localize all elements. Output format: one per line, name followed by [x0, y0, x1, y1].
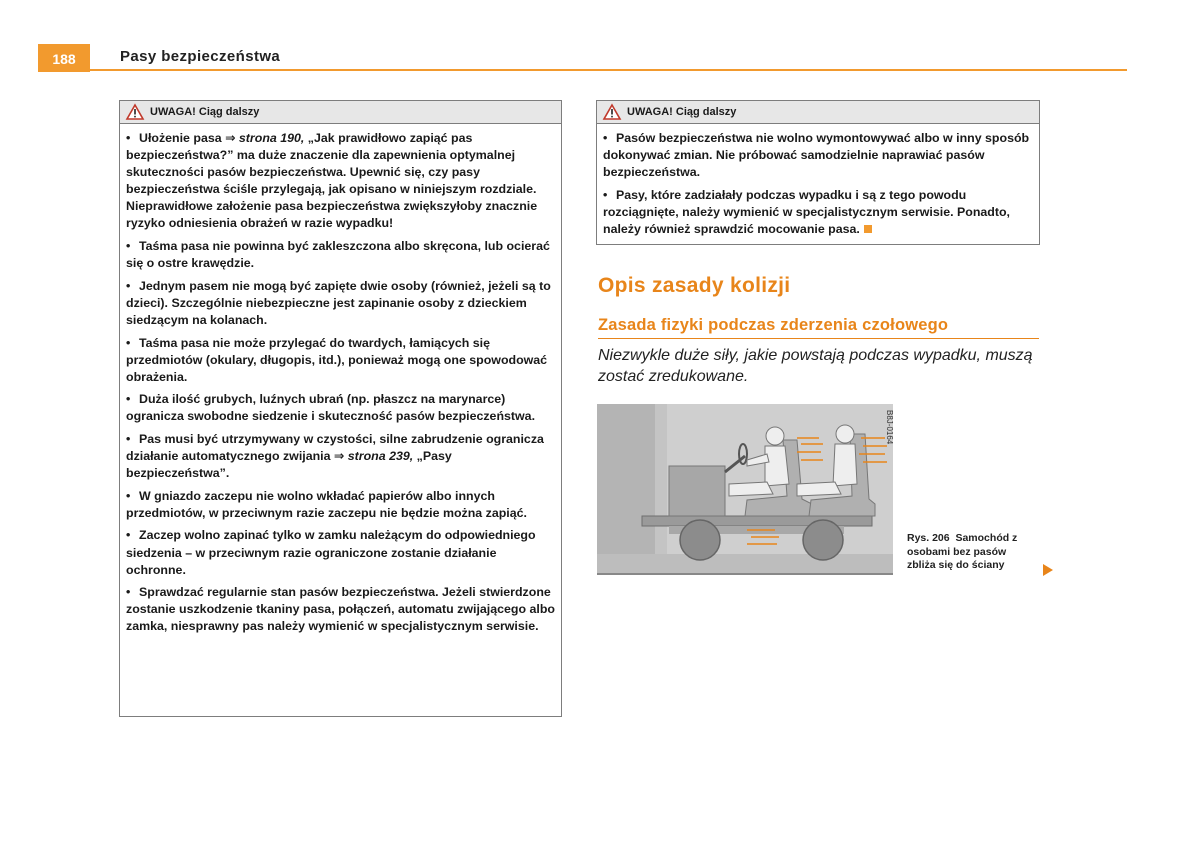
- end-of-section-mark: [864, 225, 872, 233]
- subsection-rule: [598, 338, 1039, 339]
- vehicle-platform: [642, 516, 872, 526]
- section-title: Opis zasady kolizji: [598, 274, 791, 297]
- warning-triangle-icon: [126, 104, 144, 120]
- front-wheel: [680, 520, 720, 560]
- caption-text: Samochód z osobami bez pasów zbliża się do ściany: [907, 532, 1018, 571]
- header-rule: [90, 69, 1127, 71]
- warning-title: UWAGA! Ciąg dalszy: [150, 106, 260, 118]
- wall: [597, 404, 655, 574]
- warning-item: • Pasów bezpieczeństwa nie wolno wymontowywać albo w inny sposób dokonywać zmian. Nie próbować samodzielnie naprawiać pasów bezpieczeństwa.: [603, 131, 1030, 180]
- subsection-title: Zasada fizyki podczas zderzenia czołowego: [598, 316, 949, 334]
- warning-item: • Sprawdzać regularnie stan pasów bezpieczeństwa. Jeżeli stwierdzone zostanie uszkodzenie tkaniny pasa, połączeń, automatu zwijającego albo zamka, niesprawny pas należy wymienić w specjalistycznym serwisie.: [126, 585, 555, 634]
- figure-code: B8J-0164: [885, 410, 894, 445]
- warning-header: [120, 101, 561, 124]
- continue-arrow-icon: [1043, 564, 1053, 576]
- engine-block: [669, 466, 725, 516]
- warning-box-right: [596, 100, 1040, 245]
- crash-illustration: [597, 404, 893, 574]
- warning-item: • Duża ilość grubych, luźnych ubrań (np. płaszcz na marynarce) ogranicza swobodne siedzenie i skuteczność pasów bezpieczeństwa.: [126, 392, 536, 424]
- warning-list: [120, 124, 561, 636]
- warning-title: UWAGA! Ciąg dalszy: [627, 106, 737, 118]
- warning-item: • Pas musi być utrzymywany w czystości, silne zabrudzenie ogranicza działanie automatycznego zwijania ⇒ strona 239, „Pasy bezpieczeństwa”.: [126, 432, 544, 481]
- warning-item: • Pasy, które zadziałały podczas wypadku i są z tego powodu rozciągnięte, należy wymienić w specjalistycznym serwisie. Ponadto, należy również sprawdzić mocowanie pasa.: [603, 187, 1010, 236]
- warning-list: [597, 124, 1039, 238]
- rear-wheel: [803, 520, 843, 560]
- page-number: 188: [38, 44, 90, 72]
- warning-item: • Zaczep wolno zapinać tylko w zamku należącym do odpowiedniego siedzenia – w przeciwnym razie ograniczone zostanie działanie ochronne.: [126, 528, 536, 577]
- page-header-title: Pasy bezpieczeństwa: [120, 48, 281, 65]
- warning-header: [597, 101, 1039, 124]
- warning-item: • Taśma pasa nie powinna być zakleszczona albo skręcona, lub ocierać się o ostre krawędzie.: [126, 239, 550, 271]
- warning-triangle-icon: [603, 104, 621, 120]
- warning-item: • W gniazdo zaczepu nie wolno wkładać papierów albo innych przedmiotów, w przeciwnym razie zaczepu nie będzie można zapiąć.: [126, 488, 527, 520]
- warning-box-left: [119, 100, 562, 717]
- caption-label: Rys. 206: [907, 532, 950, 544]
- intro-text: Niezwykle duże siły, jakie powstają podczas wypadku, muszą zostać zredukowane.: [598, 347, 1033, 385]
- warning-item: • Jednym pasem nie mogą być zapięte dwie osoby (również, jeżeli są to dzieci). Szczególnie niebezpieczne jest zapinanie osoby z dzieckiem siedzącym na kolanach.: [126, 278, 551, 327]
- figure-caption: [907, 532, 1037, 573]
- warning-item: • Ułożenie pasa ⇒ strona 190, „Jak prawidłowo zapiąć pas bezpieczeństwa?” ma duże znaczenie dla zapewnienia optymalnej skuteczności pasów bezpieczeństwa. Upewnić się, czy pasy bezpieczeństwa ściśle przylegają, jak opisano w niniejszym rozdziale. Nieprawidłowe założenie pasa bezpieczeństwa zwiększyłoby znacznie ryzyko odniesienia obrażeń w razie wypadku!: [126, 131, 538, 231]
- warning-item: • Taśma pasa nie może przylegać do twardych, łamiących się przedmiotów (okulary, długopis, itd.), ponieważ mogą one spowodować obrażenia.: [126, 335, 548, 384]
